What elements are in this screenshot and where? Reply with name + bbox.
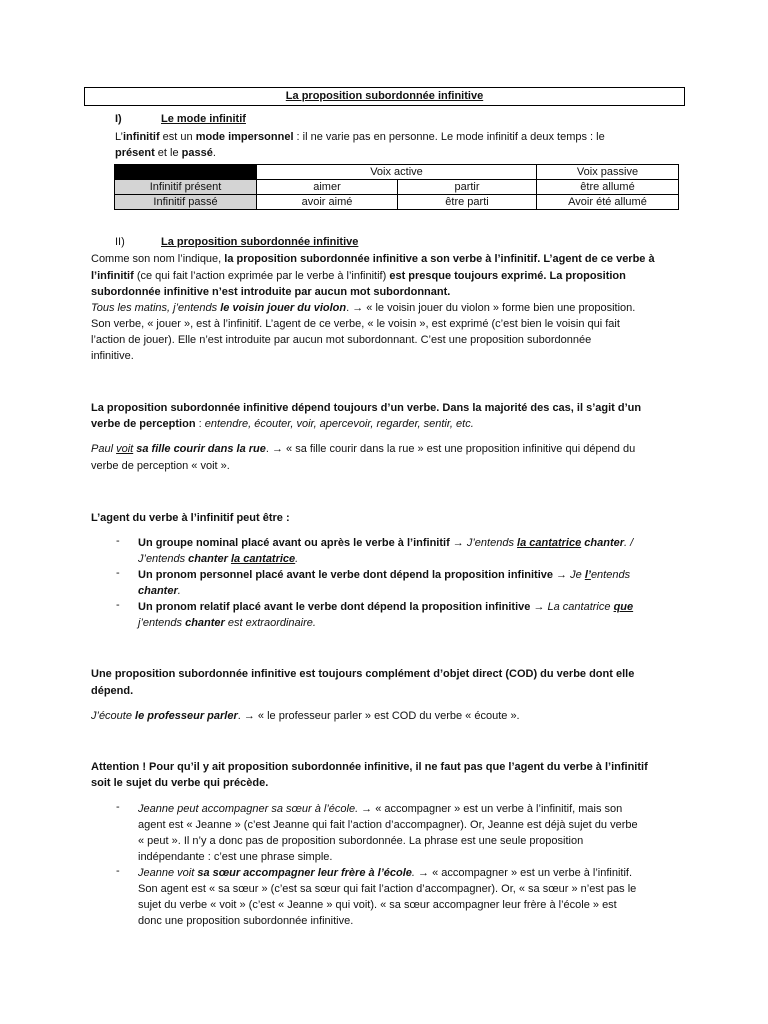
section-2-line-3: subordonnée infinitive n’est introduite par aucun mot subordonnant. (91, 286, 451, 298)
table-cell: Avoir été allumé (537, 195, 679, 210)
list-bullet: - (116, 567, 120, 579)
attention-item-1-line-3: « peut ». Il n’y a donc pas de proposition subordonnée. La phrase est une seule proposition (138, 835, 584, 847)
conjugation-table (114, 164, 679, 210)
section-2-heading: La proposition subordonnée infinitive (161, 236, 359, 248)
agent-item-3-line-2: j’entends chanter est extraordinaire. (138, 617, 316, 629)
attention-line-2: soit le sujet du verbe qui précède. (91, 777, 269, 789)
agent-item-1-line-2: J’entends chanter la cantatrice. (138, 553, 299, 565)
agent-item-1-line-1: Un groupe nominal placé avant ou après le verbe à l’infinitif → J’entends la cantatrice chanter. / (138, 537, 634, 549)
table-cell: avoir aimé (257, 195, 398, 210)
section-2-line-6: l’action de jouer). Elle n’est introduite par aucun mot subordonnant. C’est une proposition subordonnée (91, 334, 592, 346)
attention-item-2-line-1: Jeanne voit sa sœur accompagner leur frère à l’école. → « accompagner » est un verbe à l’infinitif. (138, 867, 633, 879)
cod-line-1: Une proposition subordonnée infinitive est toujours complément d’objet direct (COD) du verbe dont elle (91, 668, 635, 680)
table-row (115, 180, 679, 195)
table-row (115, 195, 679, 210)
attention-item-2-line-4: donc une proposition subordonnée infinitive. (138, 915, 354, 927)
section-1-paragraph-line-2: présent et le passé. (115, 147, 216, 159)
table-header-row (115, 165, 679, 180)
section-2-example-line: Tous les matins, j’entends le voisin jouer du violon. → « le voisin jouer du violon » forme bien une proposition. (91, 302, 636, 314)
list-bullet: - (116, 801, 120, 813)
agent-intro: L’agent du verbe à l’infinitif peut être : (91, 512, 290, 524)
attention-item-1-line-4: indépendante : c’est une phrase simple. (138, 851, 333, 863)
attention-item-2-line-2: Son agent est « sa sœur » (c’est sa sœur qui fait l’action d’accompagner). Or, « sa sœur » n’est pas le (138, 883, 637, 895)
list-bullet: - (116, 535, 120, 547)
list-bullet: - (116, 599, 120, 611)
attention-item-1-line-1: Jeanne peut accompagner sa sœur à l’école. → « accompagner » est un verbe à l’infinitif, mais son (138, 803, 623, 815)
perception-example-line-2: verbe de perception « voit ». (91, 460, 230, 472)
agent-item-3-line-1: Un pronom relatif placé avant le verbe dont dépend la proposition infinitive → La cantatrice que (138, 601, 634, 613)
section-2-line-5: Son verbe, « jouer », est à l’infinitif. L’agent de ce verbe, « le voisin », est exprimé (c’est bien le voisin qui fait (91, 318, 620, 330)
perception-line-1: La proposition subordonnée infinitive dépend toujours d’un verbe. Dans la majorité des cas, il s’agit d’un (91, 402, 642, 414)
attention-item-1-line-2: agent est « Jeanne » (c’est Jeanne qui fait l’action d’accompagner). Or, Jeanne est déjà sujet du verbe (138, 819, 638, 831)
agent-item-2-line-1: Un pronom personnel placé avant le verbe dont dépend la proposition infinitive → Je l’entends (138, 569, 631, 581)
section-2-number: II) (115, 236, 125, 248)
section-1-heading: Le mode infinitif (161, 113, 246, 125)
table-row-label: Infinitif passé (115, 195, 257, 210)
list-bullet: - (116, 865, 120, 877)
cod-example: J’écoute le professeur parler. → « le professeur parler » est COD du verbe « écoute ». (91, 710, 520, 722)
document-title: La proposition subordonnée infinitive (84, 87, 685, 106)
perception-line-2: verbe de perception : entendre, écouter, voir, apercevoir, regarder, sentir, etc. (91, 418, 474, 430)
cod-line-2: dépend. (91, 685, 134, 697)
agent-item-2-line-2: chanter. (138, 585, 181, 597)
attention-line-1: Attention ! Pour qu’il y ait proposition subordonnée infinitive, il ne faut pas que l’agent du verbe à l’infinitif (91, 761, 648, 773)
section-1-paragraph-line-1: L’infinitif est un mode impersonnel : il ne varie pas en personne. Le mode infinitif a deux temps : le (115, 131, 605, 143)
table-header-voix-passive: Voix passive (537, 165, 679, 180)
section-2-line-2: l’infinitif (ce qui fait l’action exprimée par le verbe à l’infinitif) est presque toujours exprimé. La proposition (91, 270, 626, 282)
table-corner-cell (115, 165, 257, 180)
section-2-line-1: Comme son nom l’indique, la proposition subordonnée infinitive a son verbe à l’infinitif. L’agent de ce verbe à (91, 253, 655, 265)
table-cell: partir (398, 180, 537, 195)
attention-item-2-line-3: sujet du verbe « voit » (c’est « Jeanne » qui voit). « sa sœur accompagner leur frère à l’école » est (138, 899, 617, 911)
table-cell: aimer (257, 180, 398, 195)
table-cell: être parti (398, 195, 537, 210)
section-2-line-7: infinitive. (91, 350, 134, 362)
perception-example-line-1: Paul voit sa fille courir dans la rue. → « sa fille courir dans la rue » est une proposition infinitive qui dépend du (91, 443, 636, 455)
table-cell: être allumé (537, 180, 679, 195)
table-row-label: Infinitif présent (115, 180, 257, 195)
section-1-number: I) (115, 113, 122, 125)
table-header-voix-active: Voix active (257, 165, 537, 180)
